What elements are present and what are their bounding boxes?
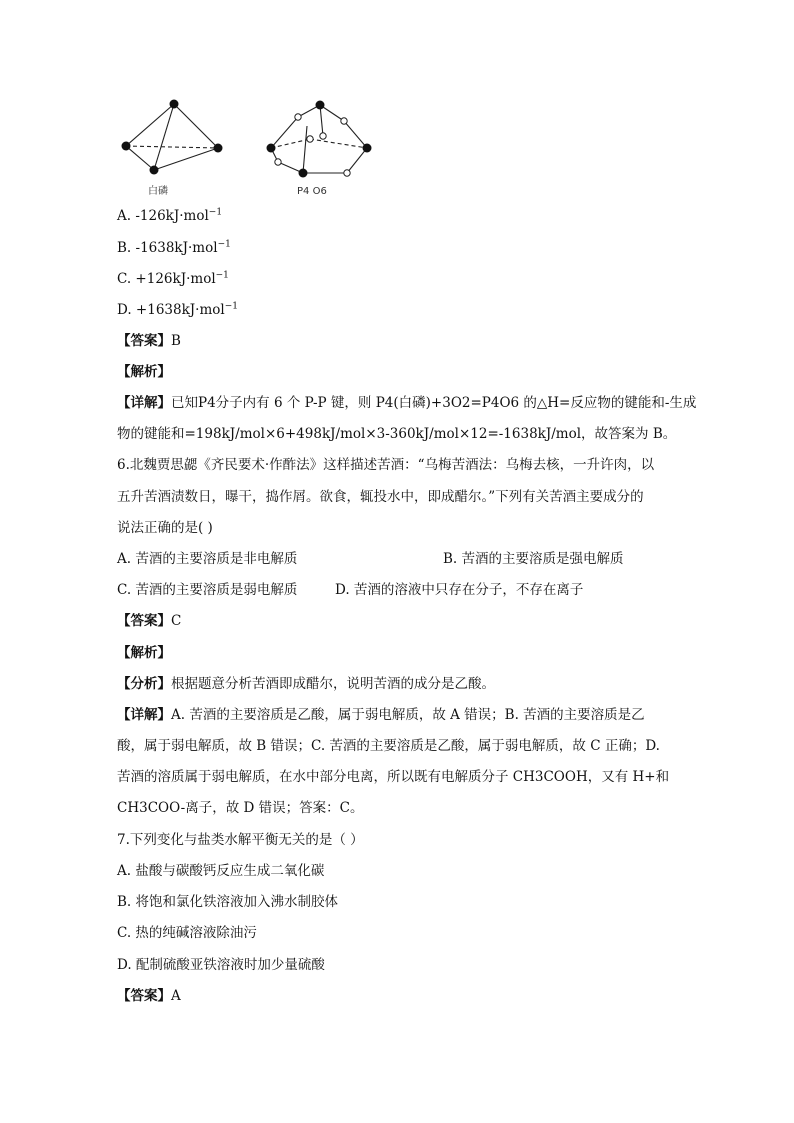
q5-option-c: C. +126kJ·mol$^{-1}$ [117,270,229,287]
q5-analysis-tag: 【解析】 [117,364,171,380]
q7-option-c: C. 热的纯碱溶液除油污 [117,925,257,941]
q5-answer: 【答案】B [117,333,181,349]
p4o6-label: P4 O6 [297,186,327,197]
q6-detail-line-3: 苦酒的溶质属于弱电解质，在水中部分电离，所以既有电解质分子 CH3COOH，又有 H+和 [117,769,670,785]
white-phosphorus-label: 白磷 [148,186,168,197]
q6-option-d: D. 苦酒的溶液中只存在分子，不存在离子 [335,582,584,598]
q5-detail-line-2: 物的键能和=198kJ/mol×6+498kJ/mol×3-360kJ/mol×12=-1638kJ/mol，故答案为 B。 [117,426,677,442]
molecule-figure [112,96,382,200]
q6-fenxi: 【分析】根据题意分析苦酒即成醋尔，说明苦酒的成分是乙酸。 [117,676,495,692]
p4o6-phosphorus-atoms [267,101,372,178]
q6-analysis-tag: 【解析】 [117,645,171,661]
white-phosphorus-tetrahedron [126,104,218,170]
q6-detail-line-1: 【详解】A. 苦酒的主要溶质是乙酸，属于弱电解质，故 A 错误；B. 苦酒的主要溶质是乙 [117,707,645,723]
q5-detail-line-1: 【详解】已知P4分子内有 6 个 P-P 键，则 P4(白磷)+3O2=P4O6 的△H=反应物的键能和-生成 [117,395,697,411]
q6-stem-line-2: 五升苦酒渍数日，曝干，捣作屑。欲食，辄投水中，即成醋尔。”下列有关苦酒主要成分的 [117,489,644,505]
q6-detail-line-2: 酸，属于弱电解质，故 B 错误；C. 苦酒的主要溶质是乙酸，属于弱电解质，故 C 正确；D. [117,738,660,754]
q7-option-d: D. 配制硫酸亚铁溶液时加少量硫酸 [117,957,325,973]
q6-stem-line-3: 说法正确的是( ) [117,520,213,536]
q5-option-d: D. +1638kJ·mol$^{-1}$ [117,301,239,318]
q5-option-b: B. -1638kJ·mol$^{-1}$ [117,239,231,256]
q6-detail-line-4: CH3COO-离子，故 D 错误；答案：C。 [117,800,364,816]
q6-stem-line-1: 6.北魏贾思勰《齐民要术·作酢法》这样描述苦酒：“乌梅苦酒法：乌梅去核，一升许肉，以 [117,457,655,473]
q6-option-b: B. 苦酒的主要溶质是强电解质 [443,551,624,567]
q6-answer: 【答案】C [117,613,182,629]
q6-option-a: A. 苦酒的主要溶质是非电解质 [117,551,298,567]
q5-option-a: A. -126kJ·mol$^{-1}$ [117,207,223,224]
molecule-diagram [112,96,382,200]
q7-option-a: A. 盐酸与碳酸钙反应生成二氧化碳 [117,863,325,879]
q7-option-b: B. 将饱和氯化铁溶液加入沸水制胶体 [117,894,339,910]
q6-option-c: C. 苦酒的主要溶质是弱电解质 [117,582,298,598]
p4o6-structure [271,105,367,173]
q7-answer: 【答案】A [117,988,181,1004]
q7-stem: 7.下列变化与盐类水解平衡无关的是（ ） [117,832,364,848]
